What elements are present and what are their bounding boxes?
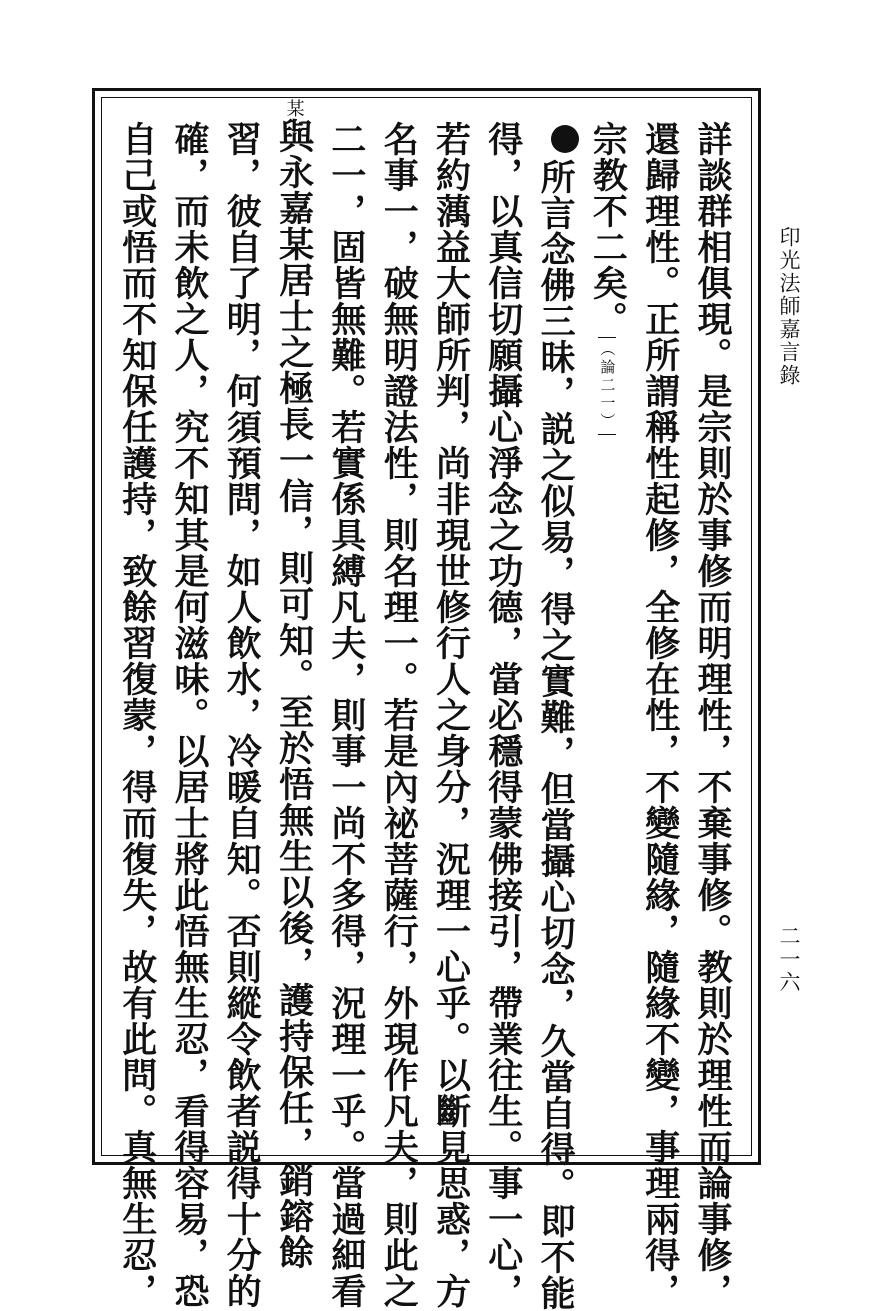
text-column (320, 121, 372, 1309)
text-column (163, 121, 215, 1309)
column-text: 宗教不二矣。 (587, 121, 629, 337)
text-column (215, 121, 267, 1309)
bullet-icon (551, 125, 579, 153)
text-column (529, 121, 581, 1311)
page-number: 二一六 (777, 925, 801, 994)
text-column (477, 121, 529, 1309)
column-text: 得，以真信切願攝心淨念之功德，當必穩得蒙佛接引，帶業往生。事一心， (482, 121, 524, 1309)
column-text: 二一，固皆無難。若實係具縛凡夫，則事一尚不多得，況理一乎。當過細看 (325, 121, 367, 1309)
column-text: 名事一，破無明證法性，則名理一。若是內祕菩薩行，外現作凡夫，則此之 (378, 121, 420, 1309)
column-text: 自己或悟而不知保任護持，致餘習復蒙，得而復失，故有此問。真無生忍， (116, 121, 158, 1309)
column-text: 與永嘉某居士之極長一信，則可知。至於悟無生以後，護持保任，銷鎔餘 (273, 118, 315, 1270)
column-text: 習，彼自了明，何須預問，如人飲水，冷暖自知。否則縱令飲者説得十分的 (221, 121, 263, 1309)
source-note: （論二一） (598, 337, 616, 435)
text-column (372, 121, 424, 1309)
column-text: 還歸理性。正所謂稱性起修，全修在性，不變隨緣，隨緣不變，事理兩得， (639, 121, 681, 1309)
column-text: 若約蕅益大師所判，尚非現世修行人之身分，況理一心乎。以斷見思惑，方 (430, 121, 472, 1309)
text-column (111, 121, 163, 1309)
name-placeholder: 某 (283, 99, 305, 118)
text-column (581, 121, 633, 435)
text-column (425, 121, 477, 1309)
text-column (268, 99, 320, 1270)
book-title: 印光法師嘉言錄 (777, 226, 801, 387)
text-column (634, 121, 686, 1309)
column-text: 詳談群相俱現。是宗則於事修而明理性，不棄事修。教則於理性而論事修， (692, 121, 733, 1309)
column-text: 確，而未飲之人，究不知其是何滋味。以居士將此悟無生忍，看得容易，恐 (169, 121, 210, 1309)
column-text: 所言念佛三昧，説之似易，得之實難，但當攝心切念，久當自得。即不能 (535, 159, 577, 1311)
text-column (686, 121, 738, 1309)
